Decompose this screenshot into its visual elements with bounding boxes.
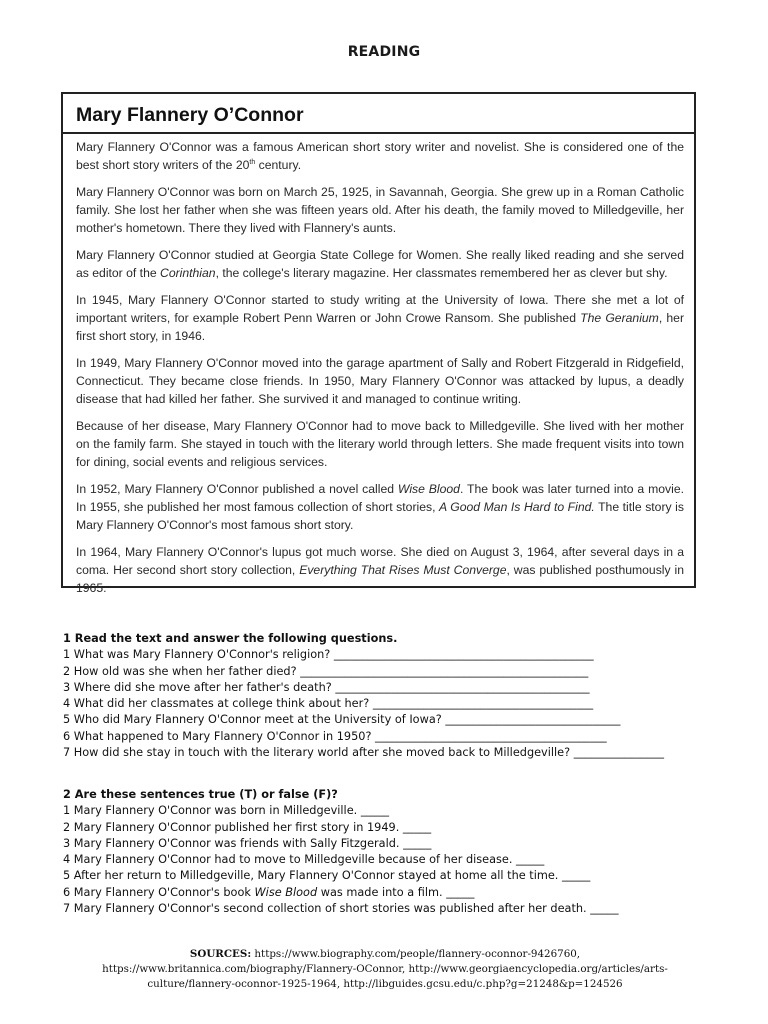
sources-line-3: culture/flannery-oconnor-1925-1964, http://libguides.gcsu.edu/c.php?g=21248&p=124526 (147, 978, 623, 990)
paragraph-2: Mary Flannery O'Connor was born on March 25, 1925, in Savannah, Georgia. She grew up in a Roman Catholic family. She lost her father when she was fifteen years old. After his death, the family moved to Milledgeville, her mother's hometown. There they lived with Flannery's aunts. (76, 185, 684, 235)
statement-4: 4 Mary Flannery O'Connor had to move to Milledgeville because of her disease. _____ (63, 853, 545, 867)
question-2: 2 How old was she when her father died? ___________________________________________________ (63, 664, 589, 678)
sources-line-1: SOURCES: https://www.biography.com/people/flannery-oconnor-9426760, (189, 948, 581, 960)
statement-3: 3 Mary Flannery O'Connor was friends with Sally Fitzgerald. _____ (63, 836, 432, 850)
paragraph-3: Mary Flannery O'Connor studied at Georgia State College for Women. She really liked reading and she served as editor of the Corinthian, the college's literary magazine. Her classmates remembered her as clever but shy. (76, 248, 684, 280)
question-5: 5 Who did Mary Flannery O'Connor meet at the University of Iowa? _______________________________ (63, 713, 621, 727)
paragraph-7: In 1952, Mary Flannery O'Connor published a novel called Wise Blood. The book was later turned into a movie. In 1955, she published her most famous collection of short stories, A Good Man Is Hard to Find. The title story is Mary Flannery O'Connor's most famous short story. (76, 482, 684, 532)
paragraph-6: Because of her disease, Mary Flannery O'Connor had to move back to Milledgeville. She lived with her mother on the family farm. She stayed in touch with the literary world through letters. She made frequent visits into town for dining, social events and religious services. (76, 419, 684, 469)
question-1: 1 What was Mary Flannery O'Connor's religion? ______________________________________________ (63, 648, 594, 662)
paragraph-4: In 1945, Mary Flannery O'Connor started to study writing at the University of Iowa. There she met a lot of important writers, for example Robert Penn Warren or John Crowe Ransom. She published The Geranium, her first short story, in 1946. (76, 293, 685, 343)
paragraph-8: In 1964, Mary Flannery O'Connor's lupus got much worse. She died on August 3, 1964, after several days in a coma. Her second short story collection, Everything That Rises Must Converge, was published posthumously in 1965. (76, 545, 684, 595)
paragraph-5: In 1949, Mary Flannery O'Connor moved into the garage apartment of Sally and Robert Fitzgerald in Ridgefield, Connecticut. They became close friends. In 1950, Mary Flannery O'Connor was attacked by lupus, a deadly disease that had killed her father. She survived it and managed to continue writing. (76, 356, 684, 406)
statement-1: 1 Mary Flannery O'Connor was born in Milledgeville. _____ (63, 804, 390, 818)
reading-title: Mary Flannery O’Connor (76, 104, 304, 126)
question-4: 4 What did her classmates at college think about her? _______________________________________ (63, 697, 594, 711)
question-6: 6 What happened to Mary Flannery O'Connor in 1950? _________________________________________ (63, 729, 607, 743)
exercise-1 (63, 631, 723, 761)
exercise-1-instruction: 1 Read the text and answer the following questions. (63, 632, 398, 645)
exercise-2-instruction: 2 Are these sentences true (T) or false (F)? (63, 788, 338, 801)
question-7: 7 How did she stay in touch with the literary world after she moved back to Milledgeville? ________________ (63, 746, 665, 760)
page-heading: READING (347, 44, 421, 60)
paragraph-1: Mary Flannery O'Connor was a famous American short story writer and novelist. She is considered one of the best short story writers of the 20th century. (76, 140, 684, 172)
question-3: 3 Where did she move after her father's death? _____________________________________________ (63, 680, 590, 694)
statement-5: 5 After her return to Milledgeville, Mary Flannery O'Connor stayed at home all the time. _____ (63, 869, 591, 883)
reading-body (76, 138, 684, 606)
statement-2: 2 Mary Flannery O'Connor published her first story in 1949. _____ (63, 820, 432, 834)
sources-label: SOURCES: (189, 948, 252, 960)
statement-7: 7 Mary Flannery O'Connor's second collection of short stories was published after her death. _____ (63, 902, 619, 916)
sources-line-2: https://www.britannica.com/biography/Flannery-OConnor, http://www.georgiaencyclopedia.org/articles/arts- (102, 963, 668, 975)
sources (60, 947, 710, 992)
exercise-2 (63, 787, 723, 917)
title-divider (61, 132, 696, 134)
statement-6: 6 Mary Flannery O'Connor's book Wise Blood was made into a film. _____ (63, 885, 475, 899)
